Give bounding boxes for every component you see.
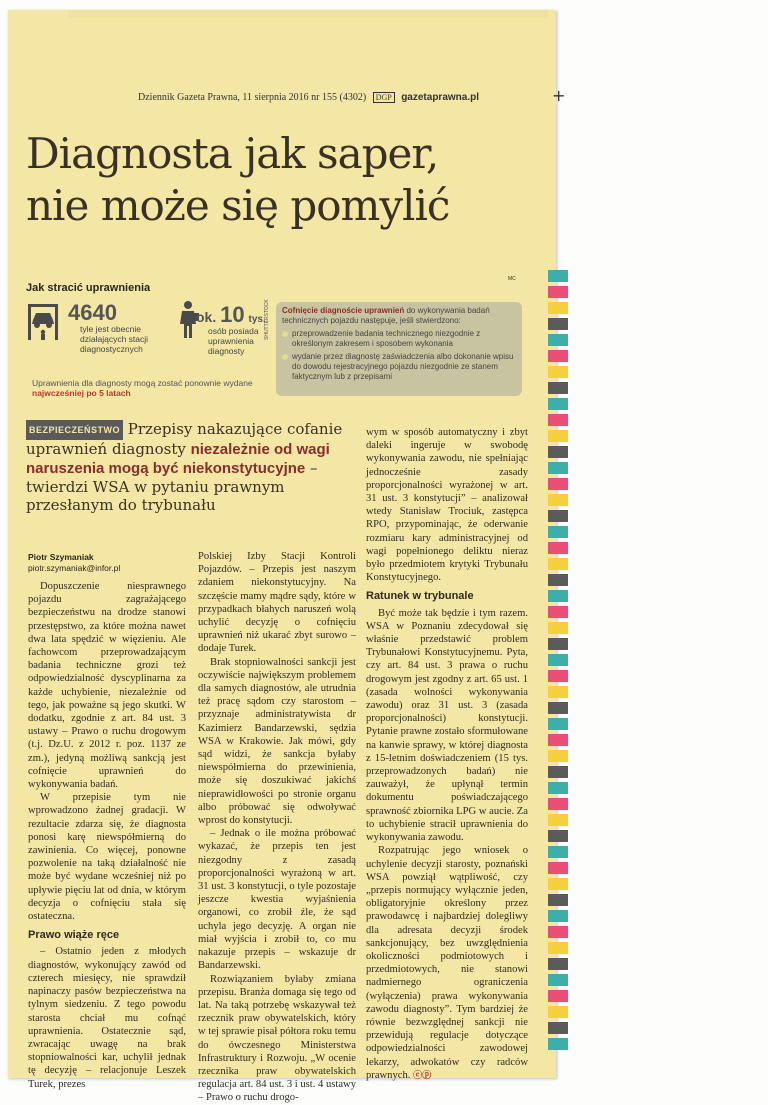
color-swatch [548, 990, 568, 1002]
color-swatch [548, 366, 568, 378]
color-swatch [548, 958, 568, 970]
subheading: Ratunek w trybunale [366, 590, 474, 603]
color-swatch [548, 494, 568, 506]
newspaper-page [8, 10, 556, 1104]
color-swatch [548, 910, 568, 922]
revocation-box [276, 302, 522, 396]
author-name: Piotr Szymaniak [28, 552, 94, 562]
color-swatch [548, 398, 568, 410]
color-swatch [548, 1006, 568, 1018]
color-swatch [548, 334, 568, 346]
masthead-text: Dziennik Gazeta Prawna, 11 sierpnia 2016 nr 155 (4302) [138, 92, 367, 103]
paragraph: – Jednak o ile można próbować wykazać, że przepis ten jest niezgodny z zasadą proporcjonalności wyrażoną w art. 31 ust. 3 konstytucji, o tyle pozostaje jeszcze kwestia wyjaśnienia organowi, co zrobił źle, że sąd uchyla jego decyzję. A organ nie miał wyjścia i zrobił to, co mu nakazuje przepis – wskazuje dr Bandarzewski. [198, 828, 356, 972]
revocation-list [282, 329, 516, 382]
photo-credit: SHUTTERSTOCK [264, 299, 270, 340]
list-item: przeprowadzenie badania technicznego niezgodnie z określonym zakresem i sposobem wykonania [282, 329, 516, 349]
paragraph: Być może tak będzie i tym razem. WSA w Poznaniu zdecydował się właśnie przedstawić problem Trybunałowi Konstytucyjnemu. Pyta, czy art. 84 ust. 3 prawa o ruchu drogowym jest zgodny z art. 65 ust. 1 (zasada wolności wykonywania zawodu) oraz 31 ust. 3 (zasada proporcjonalności) konstytucji. Pytanie prawne zostało sformułowane na kanwie sprawy, w której diagnosta z 15-letnim doświadczeniem (15 tys. przeprowadzonych badań) nie zauważył, że upłynął termin dokumentu poświadczającego sprawność zbiornika LPG w aucie. Za to uchybienie stracił uprawnienia do wykonywania zawodu. [366, 607, 528, 844]
registration-mark-icon: + [552, 86, 566, 105]
color-swatch [548, 574, 568, 586]
color-swatch [548, 430, 568, 442]
lead-part1: Przepisy nakazujące cofanie uprawnień diagnosty [26, 420, 343, 458]
color-swatch [548, 942, 568, 954]
infobox [24, 282, 524, 406]
color-swatch [548, 350, 568, 362]
color-swatch [548, 478, 568, 490]
color-swatch [548, 750, 568, 762]
color-swatch [548, 798, 568, 810]
renewal-text: Uprawnienia dla diagnosty mogą zostać ponownie wydane [32, 378, 253, 388]
color-calibration-bar [548, 270, 568, 1070]
page-top-strip [68, 10, 548, 18]
section-tag: BEZPIECZEŃSTWO [26, 420, 123, 440]
lead-part2: – twierdzi WSA w pytaniu prawnym przesłanym do trybunału [26, 459, 318, 514]
color-swatch [548, 702, 568, 714]
color-swatch [548, 814, 568, 826]
car-lift-icon [26, 302, 60, 342]
paragraph: Dopuszczenie niesprawnego pojazdu zagrażającego bezpieczeństwu na drodze stanowi przestępstwo, za które można nawet dwa lata spędzić w więzieniu. Ale fachowcom przeprowadzającym badania techniczne grozi też odpowiedzialność dyscyplinarna za każde uchybienie, niezależnie od tego, jak poważne są jego skutki. W dodatku, zgodnie z art. 84 ust. 3 ustawy – Prawo o ruchu drogowym (t.j. Dz.U. z 2012 r. poz. 1137 ze zm.), jedyną możliwą sankcją jest cofnięcie uprawnień do wykonywania badań. [28, 581, 186, 791]
color-swatch [548, 542, 568, 554]
paragraph: W przepisie tym nie wprowadzono żadnej gradacji. W rezultacie zdarza się, że diagnosta ponosi karę niewspółmierną do zawinienia. Co więcej, ponowne pozwolenie na taką działalność nie może być wydane wcześniej niż po upływie pięciu lat od dnia, w którym decyzja o cofnięciu stała się ostateczna. [28, 792, 186, 923]
color-swatch [548, 590, 568, 602]
paragraph: Brak stopniowalności sankcji jest oczywiście największym problemem dla samych diagnostów, ale utrudnia też pracę sądom czy starostom – przyznaje administratywista dr Kazimierz Bandarzewski, sędzia WSA w Krakowie. Jak mówi, gdy sąd widzi, że sankcja byłaby niewspółmierna do przewinienia, może się doszukiwać jakichś nieprawidłowości po stronie organu albo próbować się odwoływać wprost do konstytucji. [198, 656, 356, 827]
stations-count: 4640 [68, 300, 117, 325]
color-swatch [548, 414, 568, 426]
paragraph: Rozwiązaniem byłaby zmiana przepisu. Branża domaga się tego od lat. Na taką potrzebę wskazywał też rzecznik praw obywatelskich, który w tej sprawie pisał półtora roku temu do ówczesnego Ministerstwa Infrastruktury i Rozwoju. „W ocenie rzecznika praw obywatelskich regulacja art. 84 ust. 3 i ust. 4 ustawy – Prawo o ruchu drogo- [198, 973, 356, 1104]
diagnosticians-prefix: ok. [196, 309, 217, 325]
color-swatch [548, 974, 568, 986]
article-column-1 [28, 580, 186, 1091]
masthead-website: gazetaprawna.pl [401, 92, 480, 103]
color-swatch [548, 382, 568, 394]
color-swatch [548, 926, 568, 938]
revocation-lead-rest: do wykonywania badań technicznych pojazdu następuje, jeśli stwierdzono: [282, 306, 490, 325]
color-swatch [548, 862, 568, 874]
color-swatch [548, 446, 568, 458]
paragraph: wym w sposób automatyczny i zbyt daleki ingeruje w swobodę wykonywania zawodu, nie spełniając jednocześnie zasady proporcjonalności wyrażonej w art. 31 ust. 3 konstytucji” – analizował wtedy Stanisław Trociuk, zastępca RPO, przypominając, że oderwanie rozmiaru kary administracyjnej od wagi popełnionego deliktu nieraz było przedmiotem krytyki Trybunału Konstytucyjnego. [366, 427, 528, 584]
stations-caption: tyle jest obecnie działających stacji diagnostycznych [80, 324, 149, 354]
color-swatch [548, 830, 568, 842]
color-swatch [548, 622, 568, 634]
byline [28, 552, 120, 574]
color-swatch [548, 558, 568, 570]
color-swatch [548, 1038, 568, 1050]
color-swatch [548, 846, 568, 858]
color-swatch [548, 526, 568, 538]
color-swatch [548, 718, 568, 730]
revocation-lead-bold: Cofnięcie diagnoście uprawnień [282, 306, 405, 315]
color-swatch [548, 1022, 568, 1034]
color-swatch [548, 782, 568, 794]
headline [26, 128, 546, 232]
headline-line1: Diagnosta jak saper, [26, 129, 439, 178]
masthead [138, 92, 479, 103]
color-swatch [548, 878, 568, 890]
diagnosticians-unit: tys. [248, 314, 266, 325]
graphic-credit: MC [508, 276, 516, 282]
revocation-lead [282, 306, 516, 326]
lead-highlight: niezależnie od wagi naruszenia mogą być niekonstytucyjne [26, 441, 330, 477]
color-swatch [548, 894, 568, 906]
copyright-mark: ⓒⓟ [413, 1069, 432, 1080]
subheading: Prawo wiąże ręce [28, 929, 120, 942]
diagnosticians-number: 10 [220, 302, 245, 327]
list-item: wydanie przez diagnostę zaświadczenia albo dokonanie wpisu do dowodu rejestracyjnego pojazdu niezgodnie ze stanem faktycznym lub z przepisami [282, 352, 516, 382]
article-column-3 [366, 426, 528, 1082]
color-swatch [548, 686, 568, 698]
color-swatch [548, 286, 568, 298]
headline-line2: nie może się pomylić [26, 181, 450, 230]
color-swatch [548, 510, 568, 522]
color-swatch [548, 766, 568, 778]
article-column-2 [198, 550, 356, 1105]
color-swatch [548, 670, 568, 682]
color-swatch [548, 318, 568, 330]
color-swatch [548, 606, 568, 618]
author-email: piotr.szymaniak@infor.pl [28, 563, 121, 573]
color-swatch [548, 638, 568, 650]
paragraph: Polskiej Izby Stacji Kontroli Pojazdów. – Przepis jest naszym zdaniem niekonstytucyjny. Na szczęście mamy mądre sądy, które w przypadkach błahych naruszeń wolą uchylić decyzję o cofnięciu uprawnień niż ukarać zbyt surowo – dodaje Turek. [198, 551, 356, 655]
color-swatch [548, 462, 568, 474]
color-swatch [548, 654, 568, 666]
infobox-title: Jak stracić uprawnienia [26, 282, 151, 294]
renewal-note [32, 378, 262, 398]
renewal-highlight: najwcześniej po 5 latach [32, 388, 131, 398]
paragraph: – Ostatnio jeden z młodych diagnostów, wykonujący zawód od czterech miesięcy, nie sprawdził napinaczy pasów bezpieczeństwa na tylnym siedzeniu. Z tego powodu starosta chciał mu cofnąć uprawnienia. Ostatecznie sąd, zwracając uwagę na brak stopniowalności kar, uchylił jednak tę decyzję – relacjonuje Leszek Turek, prezes [28, 946, 186, 1090]
paragraph [366, 844, 528, 1082]
diagnosticians-count [196, 302, 266, 328]
diagnosticians-caption: osób posiada uprawnienia diagnosty [208, 326, 259, 356]
color-swatch [548, 270, 568, 282]
dgp-logo: DGP [373, 92, 395, 103]
paragraph-text: Rozpatrując jego wniosek o uchylenie decyzji starosty, poznański WSA powziął wątpliwość, czy „przepis normujący wyłącznie jeden, obligatoryjnie określony przez prawodawcę i najbardziej dolegliwy dla adresata decyzji środek sankcjonujący, bez uwzględnienia okoliczności podmiotowych i przedmiotowych, nie stanowi nadmiernego ograniczenia (wyłączenia) prawa wykonywania zawodu diagnosty”. Tym bardziej że równie bezwzględnej sankcji nie przewidują regulacje dotyczące odpowiedzialności zawodowej lekarzy, adwokatów czy radców prawnych. [366, 845, 528, 1081]
color-swatch [548, 302, 568, 314]
article-lead [26, 420, 356, 514]
color-swatch [548, 734, 568, 746]
